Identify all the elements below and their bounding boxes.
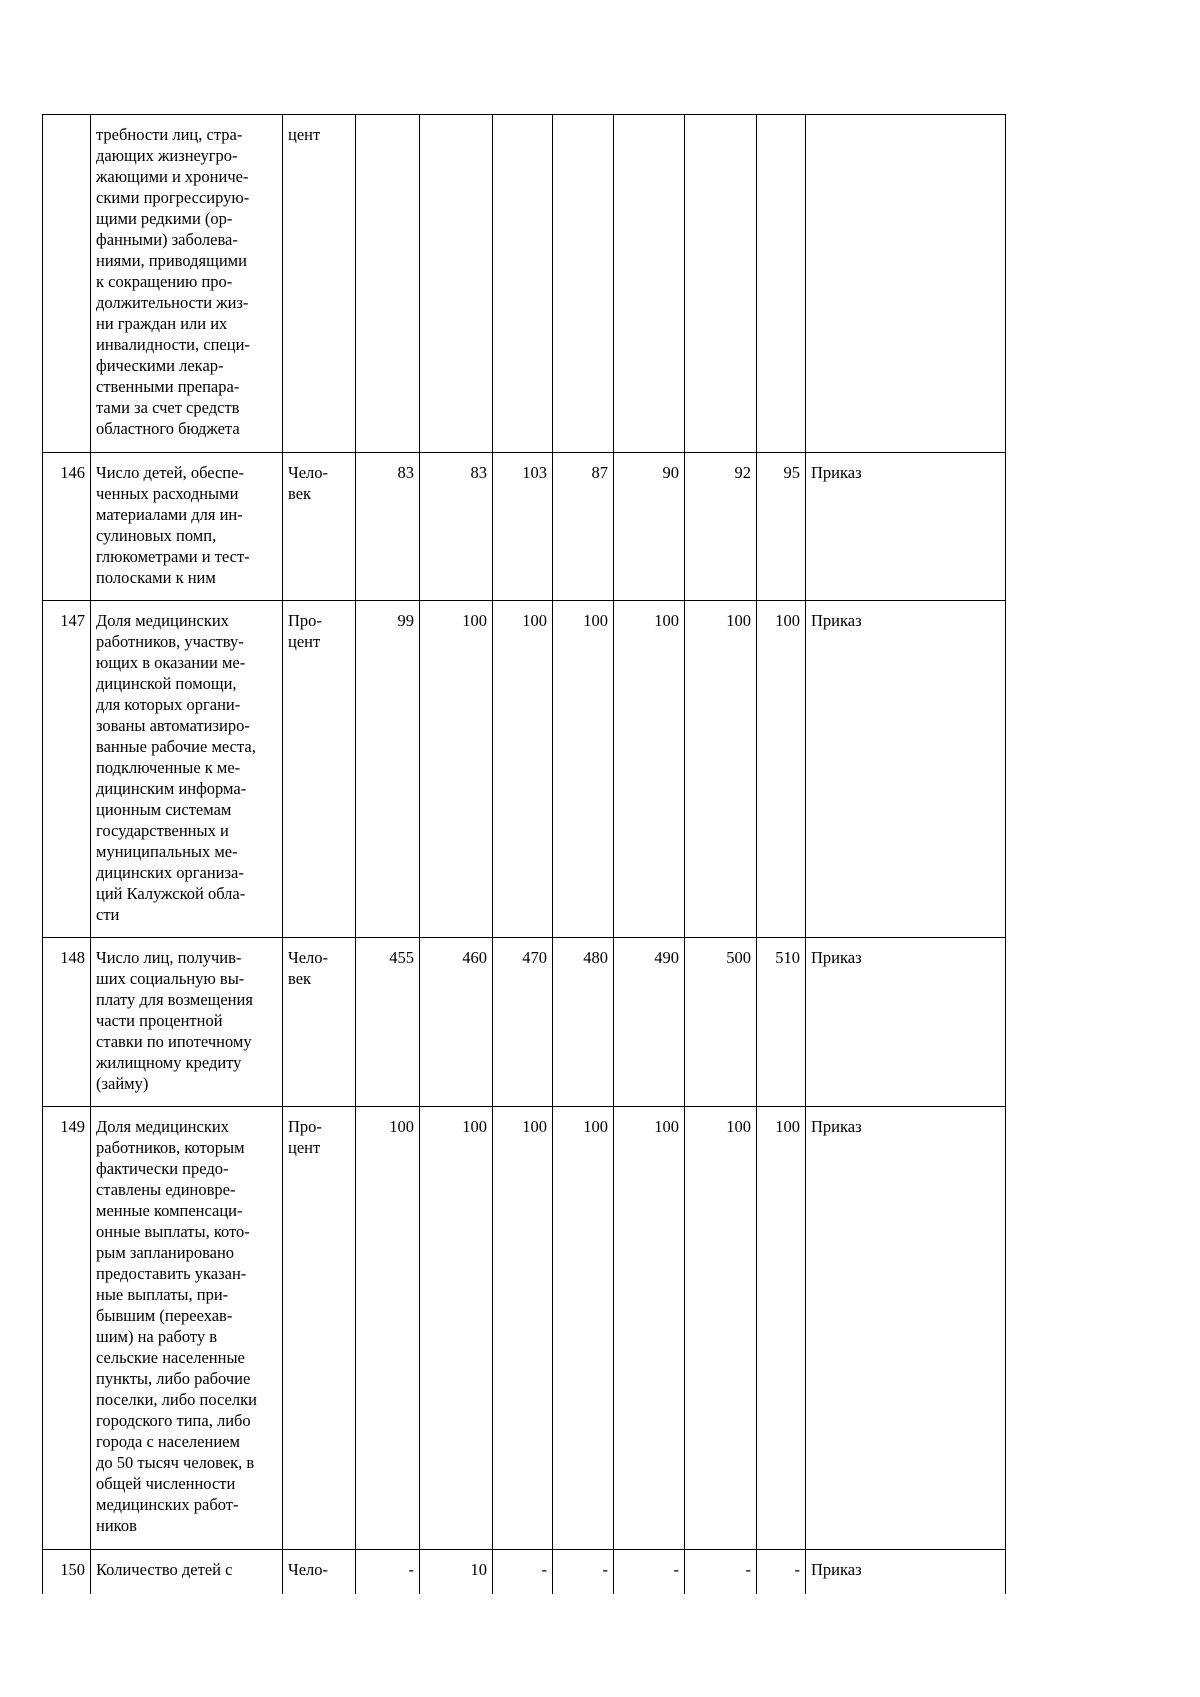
value-cell: 100: [553, 601, 614, 938]
description-line: ющих в оказании ме-: [96, 653, 246, 672]
description-line: онные выплаты, кото-: [96, 1222, 250, 1241]
table-row: [43, 601, 1006, 938]
description-line: фактически предо-: [96, 1159, 229, 1178]
description-line: к сокращению про-: [96, 272, 233, 291]
value-cell: 100: [614, 601, 685, 938]
value-cell: -: [614, 1550, 685, 1594]
value-cell: 103: [493, 453, 553, 601]
description-line: Число лиц, получив-: [96, 948, 242, 967]
description-line: глюкометрами и тест-: [96, 547, 250, 566]
description-line: сулиновых помп,: [96, 526, 217, 545]
value-cell: 99: [356, 601, 420, 938]
description-line: сти: [96, 905, 120, 924]
row-number: 149: [43, 1107, 91, 1550]
unit-line: Чело-: [288, 463, 329, 482]
description-line: государственных и: [96, 821, 229, 840]
value-cell: 100: [757, 601, 806, 938]
unit-line: век: [288, 484, 312, 503]
table-body: [43, 115, 1006, 1594]
description-line: должительности жиз-: [96, 293, 249, 312]
description-line: полосками к ним: [96, 568, 216, 587]
unit-cell: [283, 601, 356, 938]
indicator-description: [91, 1550, 283, 1594]
value-cell: 100: [553, 1107, 614, 1550]
value-cell: 460: [420, 938, 493, 1107]
unit-cell: [283, 938, 356, 1107]
description-line: жилищному кредиту: [96, 1053, 242, 1072]
description-line: дицинских организа-: [96, 863, 244, 882]
description-line: фическими лекар-: [96, 356, 224, 375]
value-cell: 100: [356, 1107, 420, 1550]
description-line: менные компенсаци-: [96, 1201, 243, 1220]
description-line: ставлены единовре-: [96, 1180, 236, 1199]
description-line: Число детей, обеспе-: [96, 463, 244, 482]
value-cell: [553, 115, 614, 453]
value-cell: 100: [614, 1107, 685, 1550]
description-line: муниципальных ме-: [96, 842, 238, 861]
row-number: [43, 115, 91, 453]
value-cell: [614, 115, 685, 453]
value-cell: 480: [553, 938, 614, 1107]
value-cell: 100: [493, 601, 553, 938]
value-cell: 87: [553, 453, 614, 601]
unit-line: век: [288, 969, 312, 988]
description-line: работников, участву-: [96, 632, 244, 651]
description-line: общей численности: [96, 1474, 236, 1493]
unit-cell: [283, 453, 356, 601]
description-line: ченных расходными: [96, 484, 239, 503]
value-cell: -: [493, 1550, 553, 1594]
description-line: скими прогрессирую-: [96, 188, 250, 207]
description-line: Количество детей с: [96, 1560, 233, 1579]
description-line: дающих жизнеугро-: [96, 146, 238, 165]
value-cell: [493, 115, 553, 453]
description-line: материалами для ин-: [96, 505, 243, 524]
value-cell: -: [356, 1550, 420, 1594]
table-row: [43, 1107, 1006, 1550]
description-line: ные выплаты, при-: [96, 1285, 229, 1304]
description-line: ционным системам: [96, 800, 232, 819]
description-line: Доля медицинских: [96, 611, 229, 630]
description-line: медицинских работ-: [96, 1495, 239, 1514]
value-cell: 95: [757, 453, 806, 601]
source-cell: Приказ: [806, 601, 1006, 938]
description-line: тами за счет средств: [96, 398, 240, 417]
row-number: 148: [43, 938, 91, 1107]
description-line: ни граждан или их: [96, 314, 228, 333]
row-number: 147: [43, 601, 91, 938]
description-line: части процентной: [96, 1011, 223, 1030]
description-line: подключенные к ме-: [96, 758, 241, 777]
description-line: работников, которым: [96, 1138, 245, 1157]
value-cell: [757, 115, 806, 453]
table-row: [43, 115, 1006, 453]
unit-line: цент: [288, 1138, 321, 1157]
row-number: 150: [43, 1550, 91, 1594]
description-line: инвалидности, специ-: [96, 335, 250, 354]
description-line: предоставить указан-: [96, 1264, 247, 1283]
value-cell: 100: [420, 601, 493, 938]
value-cell: 90: [614, 453, 685, 601]
description-line: дицинской помощи,: [96, 674, 237, 693]
source-cell: Приказ: [806, 1550, 1006, 1594]
description-line: шим) на работу в: [96, 1327, 218, 1346]
description-line: сельские населенные: [96, 1348, 245, 1367]
value-cell: 100: [757, 1107, 806, 1550]
description-line: (займу): [96, 1074, 149, 1093]
table-row: [43, 453, 1006, 601]
unit-line: Чело-: [288, 948, 329, 967]
value-cell: -: [553, 1550, 614, 1594]
value-cell: 100: [420, 1107, 493, 1550]
indicator-description: [91, 1107, 283, 1550]
unit-cell: [283, 115, 356, 453]
description-line: щими редкими (ор-: [96, 209, 233, 228]
table-row: [43, 1550, 1006, 1594]
description-line: требности лиц, стра-: [96, 125, 243, 144]
description-line: ций Калужской обла-: [96, 884, 246, 903]
description-line: бывшим (переехав-: [96, 1306, 233, 1325]
unit-line: Про-: [288, 1117, 322, 1136]
description-line: зованы автоматизиро-: [96, 716, 250, 735]
value-cell: 100: [685, 1107, 757, 1550]
unit-cell: [283, 1107, 356, 1550]
indicator-description: [91, 938, 283, 1107]
description-line: жающими и хрониче-: [96, 167, 249, 186]
description-line: плату для возмещения: [96, 990, 253, 1009]
description-line: областного бюджета: [96, 419, 240, 438]
value-cell: 83: [420, 453, 493, 601]
indicator-description: [91, 601, 283, 938]
description-line: пункты, либо рабочие: [96, 1369, 251, 1388]
source-cell: Приказ: [806, 453, 1006, 601]
unit-line: цент: [288, 632, 321, 651]
description-line: ших социальную вы-: [96, 969, 245, 988]
source-cell: Приказ: [806, 1107, 1006, 1550]
value-cell: 100: [493, 1107, 553, 1550]
unit-line: цент: [288, 125, 321, 144]
source-cell: Приказ: [806, 938, 1006, 1107]
description-line: фанными) заболева-: [96, 230, 238, 249]
value-cell: 500: [685, 938, 757, 1107]
value-cell: 100: [685, 601, 757, 938]
value-cell: [356, 115, 420, 453]
value-cell: 455: [356, 938, 420, 1107]
value-cell: 83: [356, 453, 420, 601]
value-cell: -: [685, 1550, 757, 1594]
description-line: городского типа, либо: [96, 1411, 251, 1430]
row-number: 146: [43, 453, 91, 601]
value-cell: 10: [420, 1550, 493, 1594]
unit-line: Про-: [288, 611, 322, 630]
value-cell: [420, 115, 493, 453]
unit-line: Чело-: [288, 1560, 329, 1579]
value-cell: 510: [757, 938, 806, 1107]
source-cell: [806, 115, 1006, 453]
description-line: для которых органи-: [96, 695, 241, 714]
description-line: рым запланировано: [96, 1243, 235, 1262]
description-line: ниями, приводящими: [96, 251, 247, 270]
value-cell: 92: [685, 453, 757, 601]
description-line: города с населением: [96, 1432, 240, 1451]
description-line: ников: [96, 1516, 137, 1535]
indicator-description: [91, 453, 283, 601]
description-line: поселки, либо поселки: [96, 1390, 257, 1409]
value-cell: [685, 115, 757, 453]
value-cell: 490: [614, 938, 685, 1107]
description-line: Доля медицинских: [96, 1117, 229, 1136]
value-cell: 470: [493, 938, 553, 1107]
description-line: до 50 тысяч человек, в: [96, 1453, 255, 1472]
table-row: [43, 938, 1006, 1107]
indicator-description: [91, 115, 283, 453]
value-cell: -: [757, 1550, 806, 1594]
description-line: ственными препара-: [96, 377, 240, 396]
indicators-table: [42, 114, 1006, 1594]
description-line: дицинским информа-: [96, 779, 247, 798]
unit-cell: [283, 1550, 356, 1594]
description-line: ванные рабочие места,: [96, 737, 256, 756]
description-line: ставки по ипотечному: [96, 1032, 252, 1051]
